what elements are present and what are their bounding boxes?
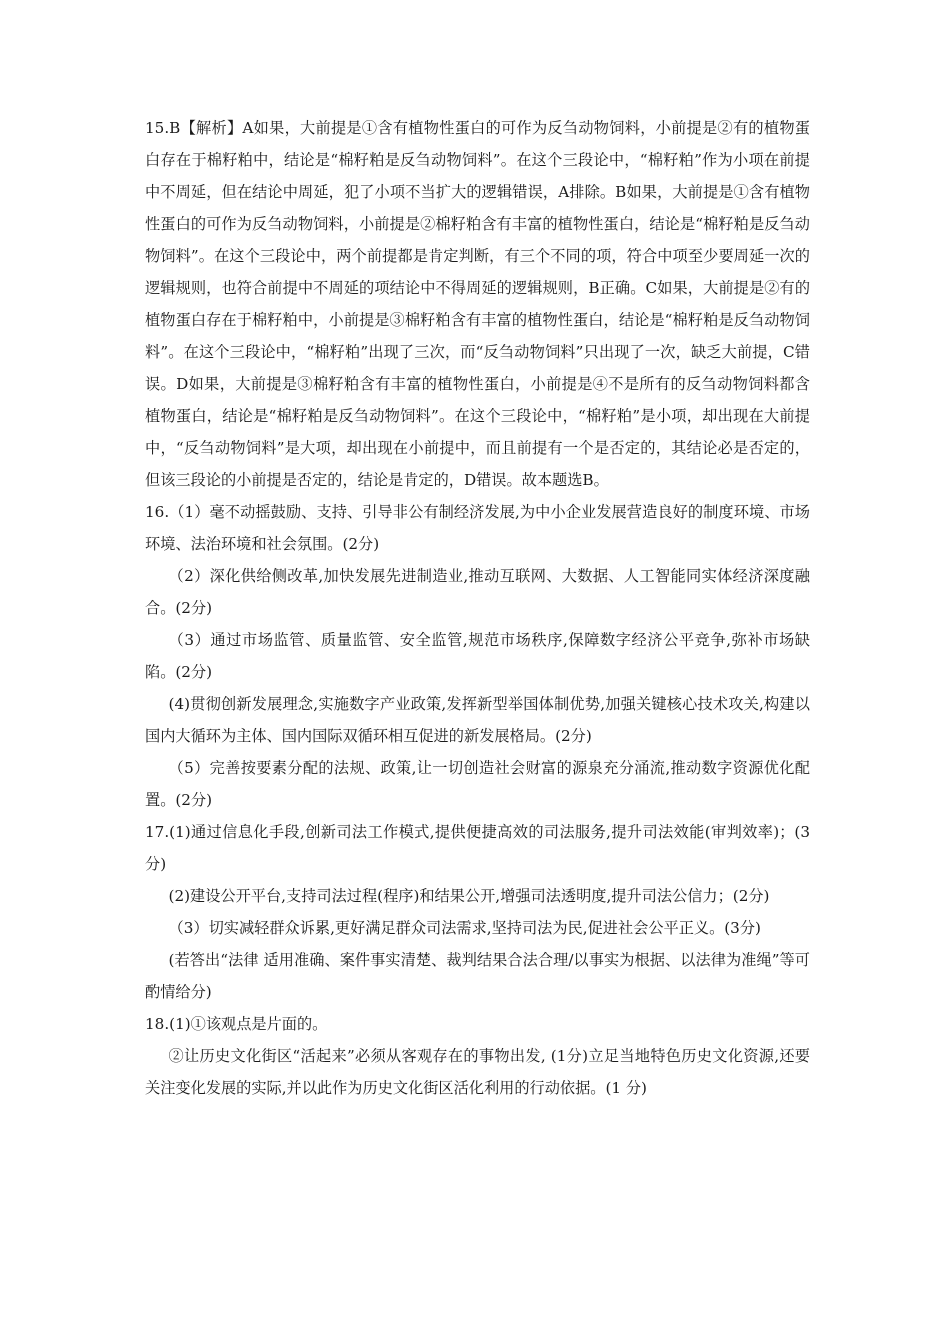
q16-part4: (4)贯彻创新发展理念,实施数字产业政策,发挥新型举国体制优势,加强关键核心技术攻关,构建以国内大循环为主体、国内国际双循环相互促进的新发展格局。(2分): [145, 695, 810, 745]
q17-part2: (2)建设公开平台,支持司法过程(程序)和结果公开,增强司法透明度,提升司法公信力；(2分): [168, 887, 770, 905]
q16-part3: （3）通过市场监管、质量监管、安全监管,规范市场秩序,保障数字经济公平竞争,弥补市场缺陷。(2分): [145, 631, 810, 681]
q16-part5: （5）完善按要素分配的法规、政策,让一切创造社会财富的源泉充分涌流,推动数字资源优化配置。(2分): [145, 759, 810, 809]
q17-part3: （3）切实减轻群众诉累,更好满足群众司法需求,坚持司法为民,促进社会公平正义。(3分): [168, 919, 761, 937]
q15-paragraph: 15.B【解析】A如果，大前提是①含有植物性蛋白的可作为反刍动物饲料，小前提是②有的植物蛋白存在于棉籽粕中，结论是“棉籽粕是反刍动物饲料”。在这个三段论中，“棉籽粕”作为小项在前提中不周延，但在结论中周延，犯了小项不当扩大的逻辑错误，A排除。B如果，大前提是①含有植物性蛋白的可作为反刍动物饲料，小前提是②棉籽粕含有丰富的植物性蛋白，结论是“棉籽粕是反刍动物饲料”。在这个三段论中，两个前提都是肯定判断，有三个不同的项，符合中项至少要周延一次的逻辑规则，也符合前提中不周延的项结论中不得周延的逻辑规则，B正确。C如果，大前提是②有的植物蛋白存在于棉籽粕中，小前提是③棉籽粕含有丰富的植物性蛋白，结论是“棉籽粕是反刍动物饲料”。在这个三段论中，“棉籽粕”出现了三次，而“反刍动物饲料”只出现了一次，缺乏大前提，C错误。D如果，大前提是③棉籽粕含有丰富的植物性蛋白，小前提是④不是所有的反刍动物饲料都含植物蛋白，结论是“棉籽粕是反刍动物饲料”。在这个三段论中，“棉籽粕”是小项，却出现在大前提中，“反刍动物饲料”是大项，却出现在小前提中，而且前提有一个是否定的，其结论必是否定的，但该三段论的小前提是否定的，结论是肯定的，D错误。故本题选B。: [145, 119, 810, 489]
q17-note: (若答出“法律 适用准确、案件事实清楚、裁判结果合法合理/以事实为根据、以法律为准绳”等可酌情给分): [145, 951, 810, 1001]
q17-part1: 17.(1)通过信息化手段,创新司法工作模式,提供便捷高效的司法服务,提升司法效能(审判效率)；(3分): [145, 823, 810, 873]
q18-part1: 18.(1)①该观点是片面的。: [145, 1015, 328, 1033]
q18-part2: ②让历史文化街区“活起来”必须从客观存在的事物出发, (1分)立足当地特色历史文化资源,还要关注变化发展的实际,并以此作为历史文化街区活化利用的行动依据。(1 分): [145, 1047, 810, 1097]
q16-part2: （2）深化供给侧改革,加快发展先进制造业,推动互联网、大数据、人工智能同实体经济深度融合。(2分): [145, 567, 810, 617]
q16-part1: 16.（1）毫不动摇鼓励、支持、引导非公有制经济发展,为中小企业发展营造良好的制度环境、市场环境、法治环境和社会氛围。(2分): [145, 503, 810, 553]
answer-document: [145, 112, 810, 1104]
